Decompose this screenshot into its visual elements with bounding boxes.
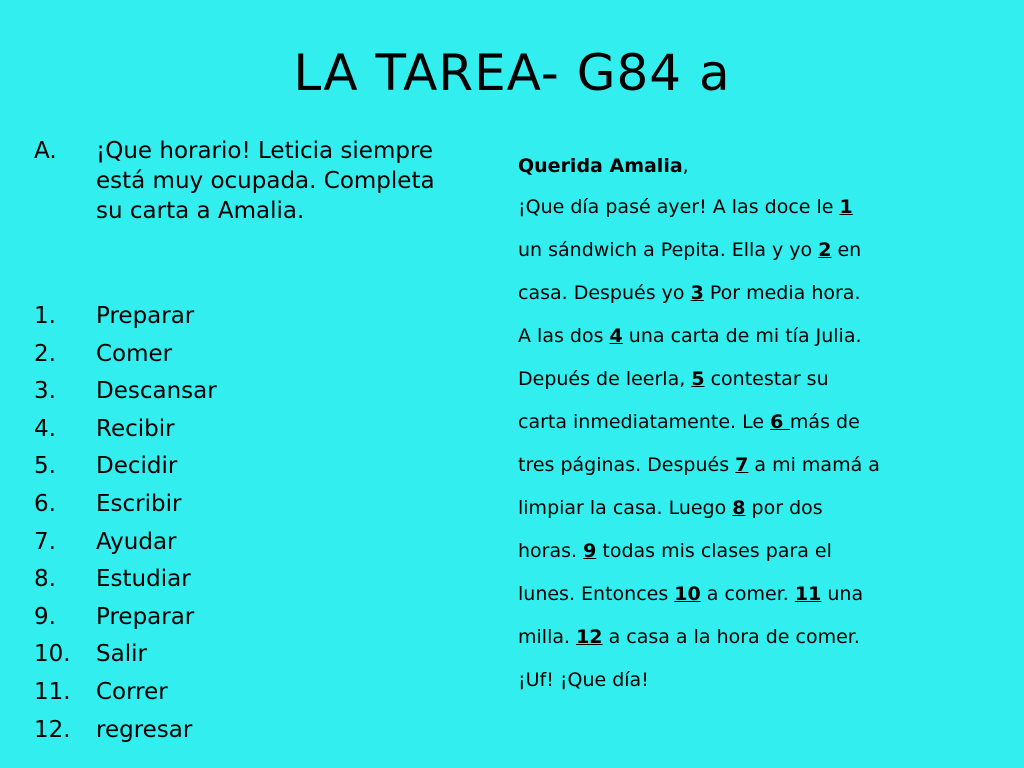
verb-number: 10. (34, 641, 71, 668)
verb-number: 5. (34, 453, 56, 480)
blank-number: 1 (839, 196, 853, 218)
instructions (34, 136, 454, 226)
blank-number: 9 (583, 540, 597, 562)
letter-text: por dos (745, 497, 823, 519)
blank-number: 10 (674, 583, 701, 605)
letter-text: más de (789, 411, 860, 433)
verb-text: Estudiar (96, 566, 191, 593)
letter-text: lunes. Entonces (518, 583, 675, 605)
letter-line (518, 229, 988, 272)
letter-text: contestar su (704, 368, 829, 390)
verb-number: 11. (34, 678, 71, 705)
verb-number: 4. (34, 415, 56, 442)
letter-text: una (821, 583, 864, 605)
verb-number: 12. (34, 716, 71, 743)
verb-text: Preparar (96, 303, 195, 329)
verb-number: 7. (34, 528, 56, 555)
verb-number: 9. (34, 603, 56, 630)
blank-number: 11 (794, 583, 822, 605)
letter-line (518, 401, 988, 444)
verb-text: Decidir (96, 453, 178, 480)
blank-number: 12 (576, 626, 603, 648)
verb-number: 6. (34, 490, 56, 517)
verb-text: Descansar (96, 378, 217, 405)
letter-text: horas. (518, 540, 584, 562)
blank-number: 7 (735, 454, 749, 476)
letter-body (518, 186, 988, 702)
letter-text: tres páginas. Después (518, 454, 736, 476)
instructions-marker: A. (34, 138, 57, 164)
letter (518, 146, 988, 702)
letter-text: una carta de mi tía Julia. (622, 325, 862, 347)
letter-text: ¡Que día pasé ayer! A las doce le (518, 196, 840, 218)
letter-greeting-comma: , (682, 155, 689, 177)
verb-text: Preparar (96, 603, 195, 630)
letter-text: en (831, 239, 862, 261)
page-title: LA TAREA- G84 a (293, 44, 731, 102)
blank-number: 5 (691, 368, 705, 390)
letter-text: todas mis clases para el (596, 540, 832, 562)
letter-line (518, 444, 988, 487)
letter-text: a casa a la hora de comer. (602, 626, 860, 648)
verb-number: 2. (34, 340, 56, 367)
letter-text: limpiar la casa. Luego (518, 497, 733, 519)
verb-number: 1. (34, 303, 56, 329)
verb-text: regresar (96, 716, 193, 743)
verb-text: Escribir (96, 490, 182, 517)
letter-text: casa. Después yo (518, 282, 691, 304)
blank-number: 3 (690, 282, 704, 304)
letter-text: a mi mamá a (748, 454, 880, 476)
verb-text: Comer (96, 340, 173, 367)
blank-number: 8 (732, 497, 746, 519)
letter-text: a comer. (700, 583, 795, 605)
letter-greeting (518, 146, 988, 186)
letter-text: carta inmediatamente. Le (518, 411, 771, 433)
blank-number: 6 (770, 411, 790, 433)
verb-number: 3. (34, 378, 56, 405)
letter-line (518, 573, 988, 616)
verb-text: Recibir (96, 415, 175, 442)
verb-number: 8. (34, 566, 56, 593)
letter-text: A las dos (518, 325, 610, 347)
letter-line (518, 530, 988, 573)
verb-text: Ayudar (96, 528, 177, 555)
letter-line (518, 186, 988, 229)
letter-line (518, 616, 988, 659)
letter-text: ¡Uf! ¡Que día! (518, 669, 649, 691)
blank-number: 2 (818, 239, 832, 261)
letter-text: un sándwich a Pepita. Ella y yo (518, 239, 819, 261)
letter-text: Por media hora. (703, 282, 861, 304)
letter-text: milla. (518, 626, 577, 648)
instructions-text: ¡Que horario! Leticia siempre está muy ocupada. Completa su carta a Amalia. (96, 138, 435, 224)
verb-text: Salir (96, 641, 147, 668)
letter-line (518, 358, 988, 401)
verb-text: Correr (96, 678, 168, 705)
blank-number: 4 (609, 325, 623, 347)
letter-greeting-name: Querida Amalia (518, 155, 683, 177)
letter-text: Depués de leerla, (518, 368, 692, 390)
letter-line (518, 315, 988, 358)
letter-line (518, 272, 988, 315)
letter-line (518, 659, 988, 702)
letter-line (518, 487, 988, 530)
